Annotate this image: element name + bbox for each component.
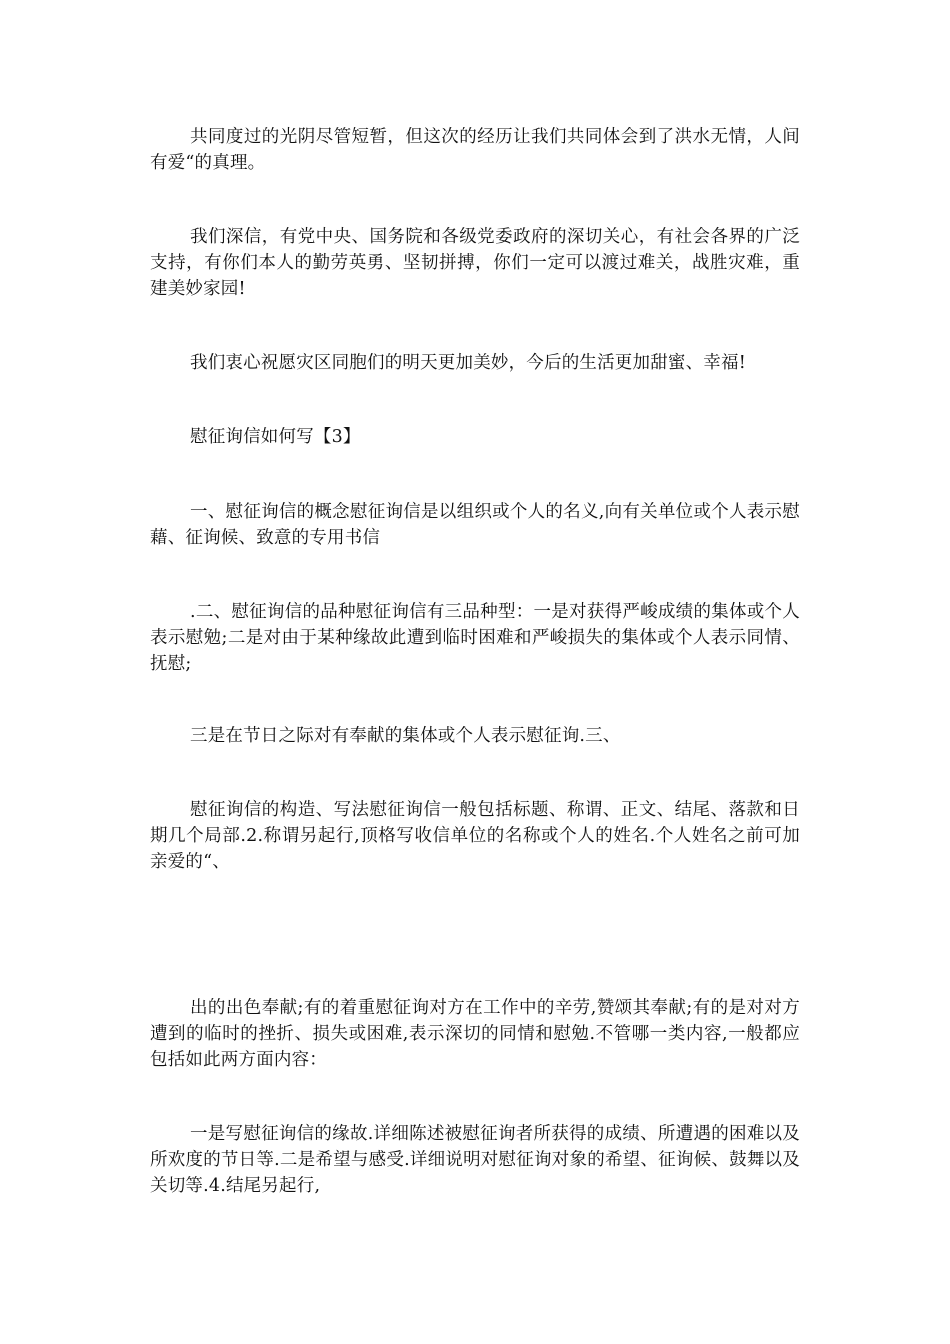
paragraph-2: 我们深信，有党中央、国务院和各级党委政府的深切关心，有社会各界的广泛支持，有你们本人的勤劳英勇、坚韧拼搏，你们一定可以渡过难关，战胜灾难，重建美妙家园! xyxy=(150,227,800,299)
paragraph-7: 慰征询信的构造、写法慰征询信一般包括标题、称谓、正文、结尾、落款和日期几个局部.2.称谓另起行,顶格写收信单位的名称或个人的姓名.个人姓名之前可加亲爱的“、 xyxy=(150,800,800,872)
paragraph-8: 出的出色奉献;有的着重慰征询对方在工作中的辛劳,赞颂其奉献;有的是对对方遭到的临时的挫折、损失或困难,表示深切的同情和慰勉.不管哪一类内容,一般都应包括如此两方面内容： xyxy=(150,998,800,1070)
paragraph-9: 一是写慰征询信的缘故.详细陈述被慰征询者所获得的成绩、所遭遇的困难以及所欢度的节日等.二是希望与感受.详细说明对慰征询对象的希望、征询候、鼓舞以及关切等.4.结尾另起行, xyxy=(150,1124,800,1196)
section-heading: 慰征询信如何写【3】 xyxy=(190,427,361,447)
paragraph-4: 一、慰征询信的概念慰征询信是以组织或个人的名义,向有关单位或个人表示慰藉、征询候、致意的专用书信 xyxy=(150,502,800,548)
paragraph-1: 共同度过的光阴尽管短暂，但这次的经历让我们共同体会到了洪水无情，人间有爱“的真理。 xyxy=(150,127,800,173)
paragraph-5: .二、慰征询信的品种慰征询信有三品种型：一是对获得严峻成绩的集体或个人表示慰勉;二是对由于某种缘故此遭到临时困难和严峻损失的集体或个人表示同情、抚慰; xyxy=(150,602,800,674)
paragraph-6: 三是在节日之际对有奉献的集体或个人表示慰征询.三、 xyxy=(190,726,621,746)
paragraph-3: 我们衷心祝愿灾区同胞们的明天更加美妙，今后的生活更加甜蜜、幸福! xyxy=(190,353,746,373)
